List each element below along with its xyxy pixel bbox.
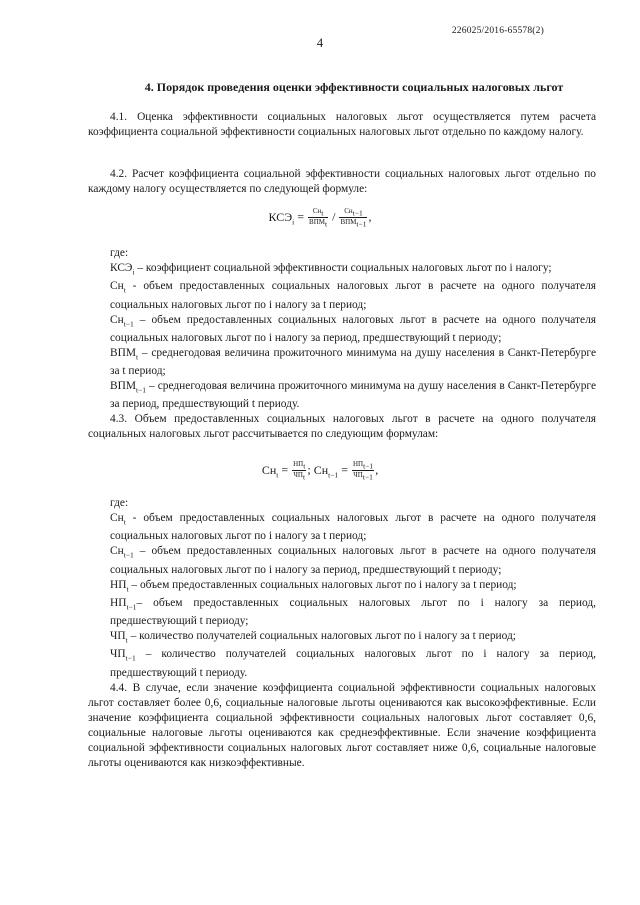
paragraph-4-3: 4.3. Объем предоставленных социальных налоговых льгот в расчете на одного получателя социальных налоговых льгот рассчитывается по следующим формулам: — [88, 413, 596, 441]
fraction-sn-current: $\frac{НП_t}{ЧП_t}$ — [293, 460, 306, 482]
definition-item: $ВПМ_t$ – среднегодовая величина прожиточного минимума на душу населения в Санкт-Петербурге за t период; — [110, 346, 596, 378]
document-id: 226025/2016-65578(2) — [451, 26, 544, 36]
fraction-sn-previous: $\frac{НП_{t-1}}{ЧП_{t-1}}$ — [352, 460, 374, 482]
formula-lhs: $КСЭ_i$ — [268, 209, 295, 227]
definition-item: $Сн_{t-1}$ – объем предоставленных социальных налоговых льгот в расчете на одного получателя социальных налоговых льгот по i налогу за период, предшествующий t периоду; — [110, 313, 596, 344]
fraction-previous: $\frac{Сн_{t-1}}{ВПМ_{t-1}}$ — [340, 207, 367, 229]
definition-item: $НП_t$ – объем предоставленных социальных налоговых льгот по i налогу за t период; — [110, 578, 517, 593]
definition-item: $ЧП_{t-1}$ – количество получателей социальных налоговых льгот по i налогу за период, предшествующий t периоду. — [110, 648, 596, 679]
definition-item: $Сн_t$ - объем предоставленных социальных налоговых льгот в расчете на одного получателя социальных налоговых льгот по i налогу за t период; — [110, 280, 596, 311]
where-label: где: — [110, 497, 129, 509]
definition-item: $ЧП_t$ – количество получателей социальных налоговых льгот по i налогу за t период; — [110, 630, 516, 645]
definition-item: $НП_{t-1}-$ объем предоставленных социальных налоговых льгот по i налогу за период, предшествующий t периоду; — [110, 596, 596, 628]
paragraph-4-1: 4.1. Оценка эффективности социальных налоговых льгот осуществляется путем расчета коэффициента социальной эффективности социальных налоговых льгот отдельно по каждому налогу. — [88, 111, 596, 138]
page-number: 4 — [316, 36, 324, 50]
fraction-current: $\frac{Сн_t}{ВПМ_t}$ — [309, 207, 328, 229]
formula-ksei: $КСЭ_i$ = $\frac{Сн_t}{ВПМ_t}$ / $\frac{Сн_{t-1}}{ВПМ_{t-1}}$ , — [268, 207, 372, 229]
definitions-block-1 — [88, 246, 596, 442]
where-label: где: — [110, 247, 129, 259]
definitions-block-2 — [88, 496, 596, 771]
paragraph-4-4: 4.4. В случае, если значение коэффициента социальной эффективности социальных налоговых льгот составляет более 0,6, социальные налоговые льготы оцениваются как высокоэффективные. Если значение коэффициента социальной эффективности социальных налоговых льгот составляет 0,6, социальные налоговые льготы оцениваются как среднеэффективные. Если значение коэффициента социальной эффективности социальных налоговых льгот составляет ниже 0,6, социальные налоговые льготы оцениваются как низкоэффективные. — [88, 681, 596, 769]
definition-item: $КСЭ_i$ – коэффициент социальной эффективности социальных налоговых льгот по i налогу; — [110, 262, 552, 277]
section-title: 4. Порядок проведения оценки эффективности социальных налоговых льгот — [144, 80, 564, 94]
formula-sn: $Сн_t$ = $\frac{НП_t}{ЧП_t}$ ; $Сн_{t-1}$ = $\frac{НП_{t-1}}{ЧП_{t-1}}$ , — [261, 460, 379, 482]
definition-item: $ВПМ_{t-1}$ – среднегодовая величина прожиточного минимума на душу населения в Санкт-Петербурге за период, предшествующий t периоду. — [110, 380, 596, 411]
definition-item: $Сн_t$ - объем предоставленных социальных налоговых льгот в расчете на одного получателя социальных налоговых льгот по i налогу за t период; — [110, 512, 596, 543]
definition-item: $Сн_{t-1}$ – объем предоставленных социальных налоговых льгот в расчете на одного получателя социальных налоговых льгот по i налогу за период, предшествующий t периоду; — [110, 545, 596, 576]
paragraph-4-2: 4.2. Расчет коэффициента социальной эффективности социальных налоговых льгот отдельно по каждому налогу осуществляется по следующей формуле: — [88, 168, 596, 195]
